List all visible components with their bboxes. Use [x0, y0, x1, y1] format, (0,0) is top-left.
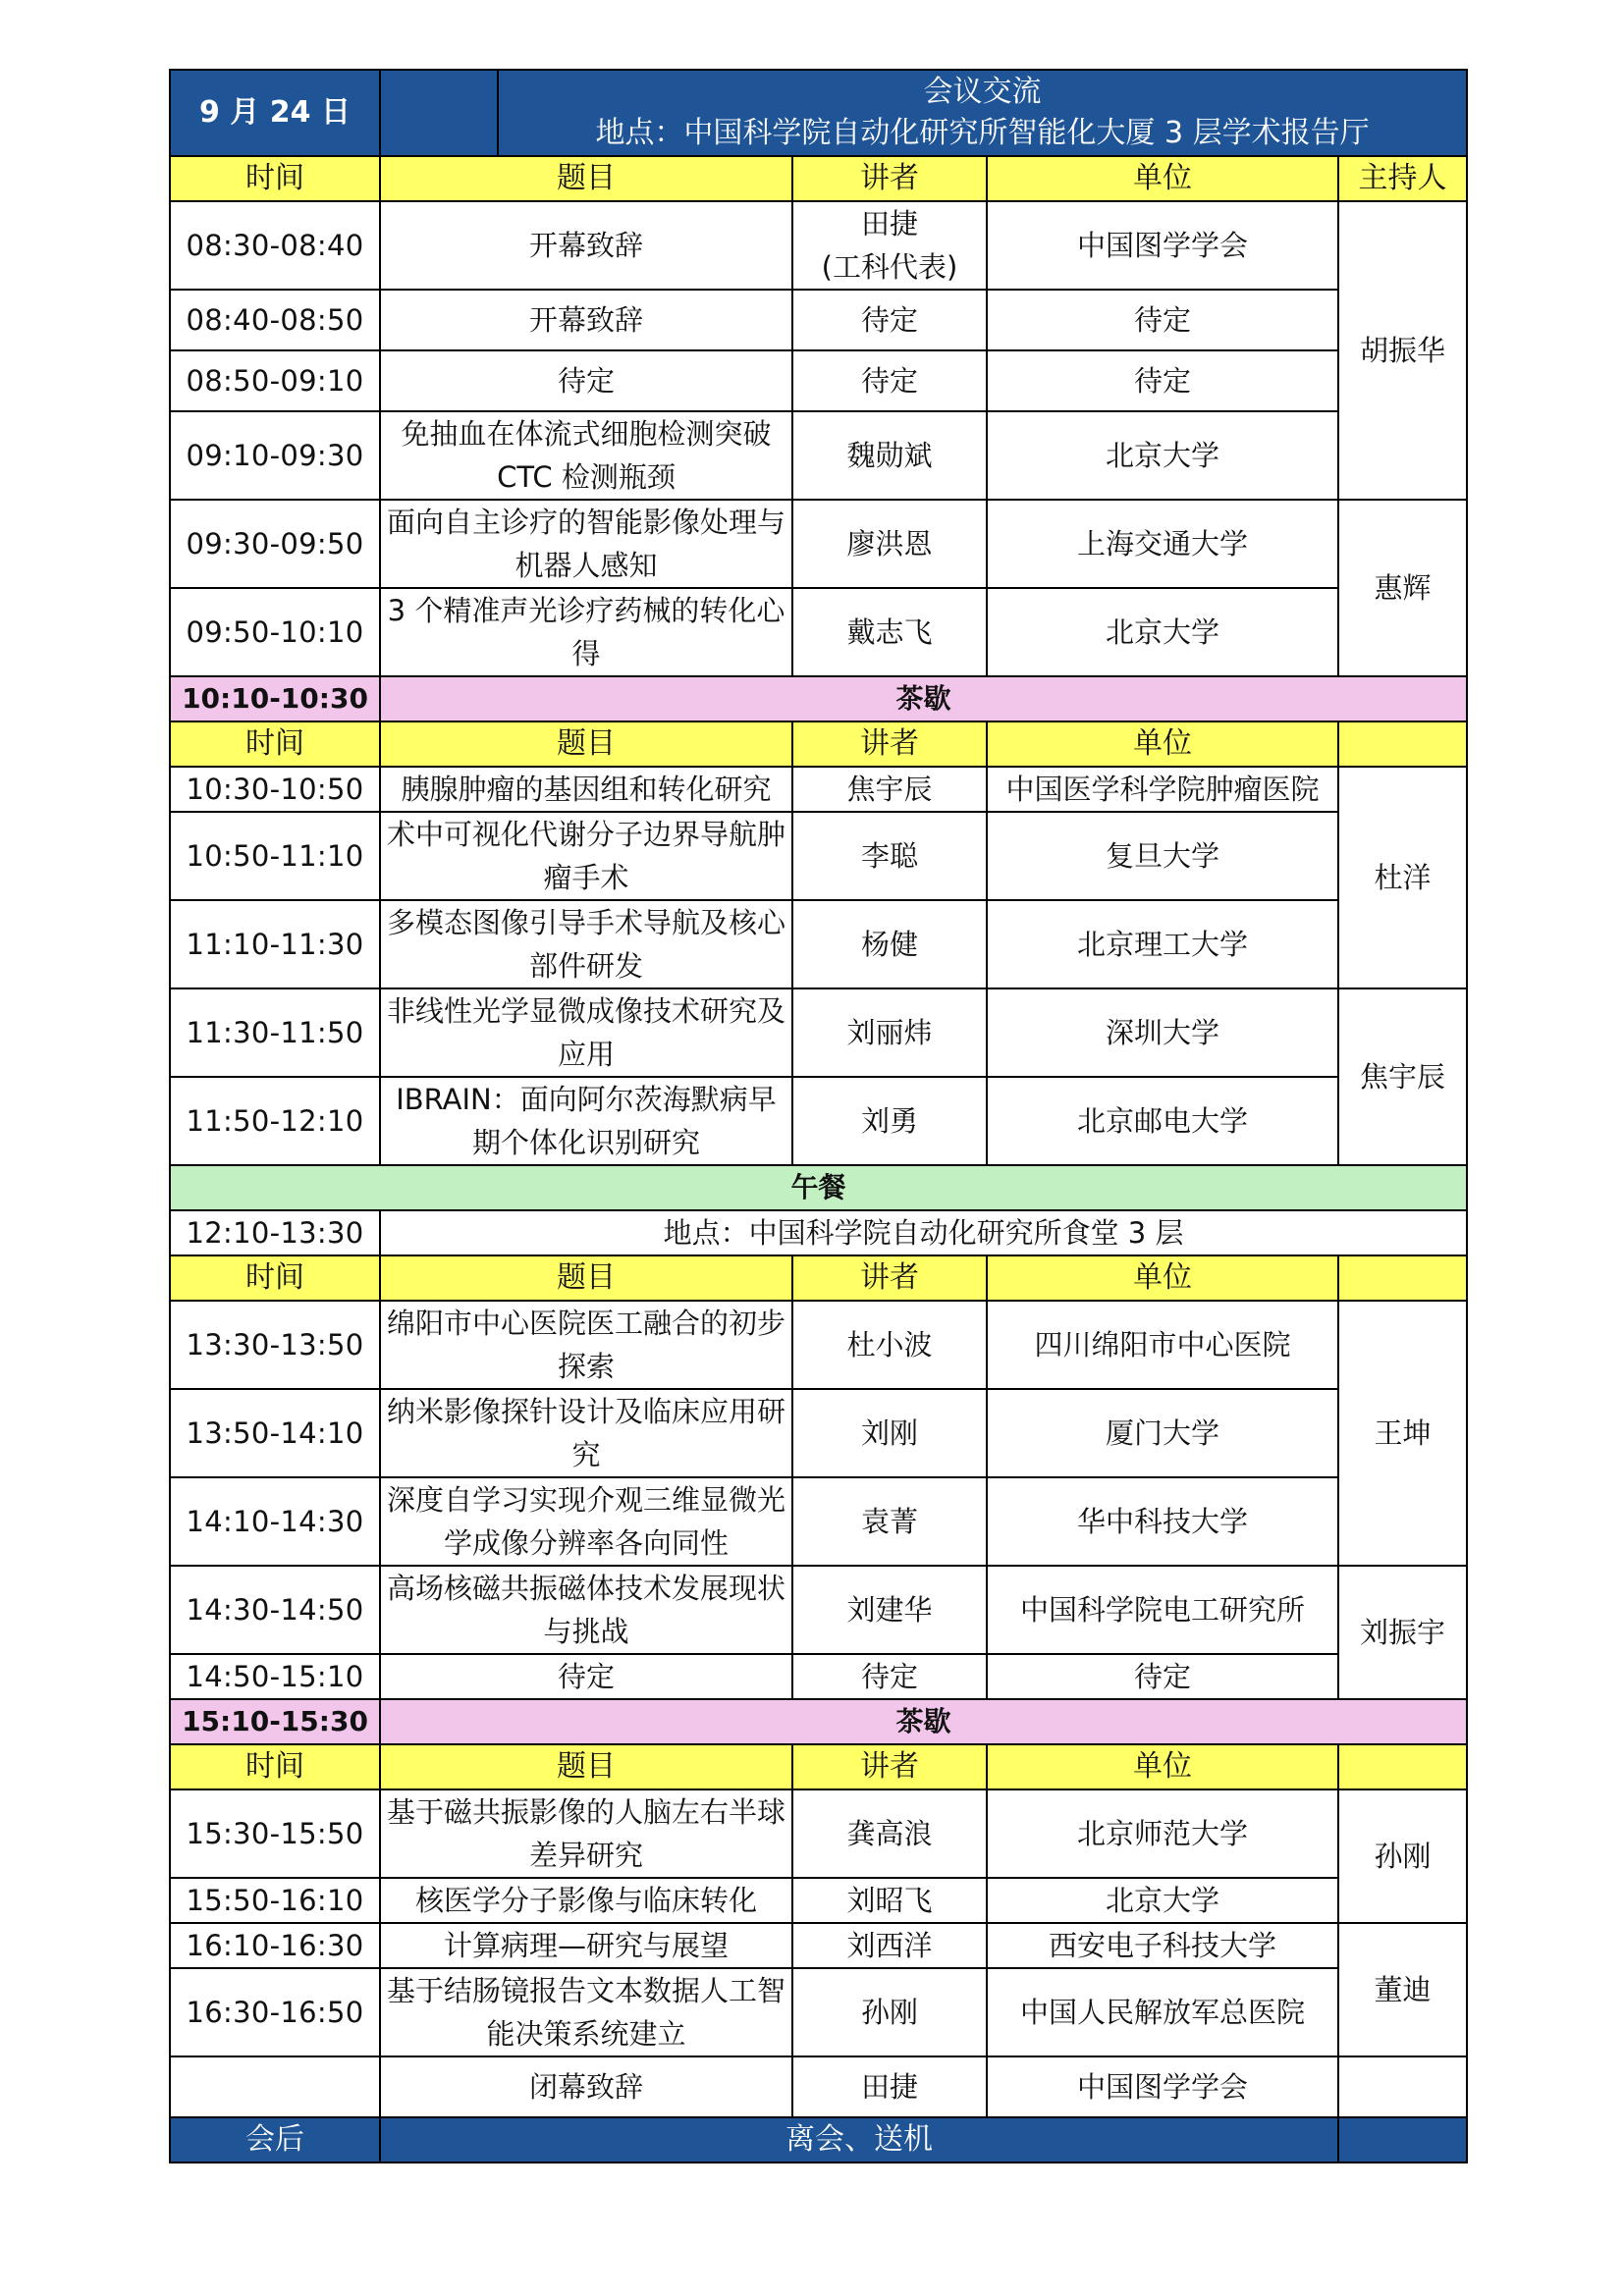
speaker-cell: 田捷	[792, 2056, 987, 2117]
time-cell: 11:10-11:30	[170, 900, 380, 988]
break-label: 茶歇	[380, 676, 1467, 721]
topic-cell: 术中可视化代谢分子边界导航肿瘤手术	[380, 812, 792, 900]
table-row	[170, 588, 1467, 676]
table-row	[170, 201, 1467, 290]
table-row	[170, 1789, 1467, 1878]
topic-cell: 胰腺肿瘤的基因组和转化研究	[380, 767, 792, 812]
unit-cell: 中国科学院电工研究所	[987, 1566, 1338, 1654]
host-cell: 胡振华	[1338, 201, 1467, 500]
table-row	[170, 988, 1467, 1077]
blank-title-cell	[380, 70, 498, 156]
topic-cell: 开幕致辞	[380, 201, 792, 290]
table-row	[170, 1878, 1467, 1923]
column-header-row	[170, 721, 1467, 767]
col-speaker: 讲者	[792, 156, 987, 201]
speaker-cell: 杨健	[792, 900, 987, 988]
speaker-cell: 待定	[792, 350, 987, 411]
footer-blank	[1338, 2117, 1467, 2163]
time-cell: 14:30-14:50	[170, 1566, 380, 1654]
host-cell-blank	[1338, 2056, 1467, 2117]
col-host-blank	[1338, 721, 1467, 767]
speaker-cell: 戴志飞	[792, 588, 987, 676]
speaker-cell: 李聪	[792, 812, 987, 900]
time-cell: 16:10-16:30	[170, 1923, 380, 1968]
topic-cell: 待定	[380, 1654, 792, 1699]
topic-cell: 基于磁共振影像的人脑左右半球差异研究	[380, 1789, 792, 1878]
lunch-row	[170, 1165, 1467, 1210]
col-host-blank	[1338, 1744, 1467, 1789]
time-cell: 09:10-09:30	[170, 411, 380, 500]
col-topic: 题目	[380, 1744, 792, 1789]
table-row	[170, 2056, 1467, 2117]
table-row	[170, 290, 1467, 350]
time-cell: 14:50-15:10	[170, 1654, 380, 1699]
break-time: 15:10-15:30	[170, 1699, 380, 1744]
table-row	[170, 1923, 1467, 1968]
col-speaker: 讲者	[792, 1744, 987, 1789]
time-cell: 09:50-10:10	[170, 588, 380, 676]
time-cell: 08:50-09:10	[170, 350, 380, 411]
time-cell	[170, 2056, 380, 2117]
host-cell: 孙刚	[1338, 1789, 1467, 1923]
col-speaker: 讲者	[792, 721, 987, 767]
col-topic: 题目	[380, 156, 792, 201]
speaker-cell	[792, 201, 987, 290]
speaker-name: 田捷	[860, 207, 918, 240]
time-cell: 08:30-08:40	[170, 201, 380, 290]
unit-cell: 北京大学	[987, 411, 1338, 500]
time-cell: 13:50-14:10	[170, 1389, 380, 1477]
table-row	[170, 411, 1467, 500]
column-header-row	[170, 1744, 1467, 1789]
tea-break-row	[170, 1699, 1467, 1744]
lunch-info-row	[170, 1210, 1467, 1255]
unit-cell: 四川绵阳市中心医院	[987, 1301, 1338, 1389]
speaker-cell: 龚高浪	[792, 1789, 987, 1878]
table-row	[170, 350, 1467, 411]
unit-cell: 华中科技大学	[987, 1477, 1338, 1566]
host-cell: 王坤	[1338, 1301, 1467, 1566]
speaker-note: (工科代表)	[821, 250, 958, 284]
column-header-row	[170, 156, 1467, 201]
venue-title: 地点：中国科学院自动化研究所智能化大厦 3 层学术报告厅	[595, 116, 1370, 150]
topic-cell: 面向自主诊疗的智能影像处理与机器人感知	[380, 500, 792, 588]
footer-left: 会后	[170, 2117, 380, 2163]
footer-row	[170, 2117, 1467, 2163]
col-speaker: 讲者	[792, 1255, 987, 1301]
time-cell: 09:30-09:50	[170, 500, 380, 588]
col-topic: 题目	[380, 721, 792, 767]
col-unit: 单位	[987, 1744, 1338, 1789]
host-cell: 董迪	[1338, 1923, 1467, 2056]
speaker-cell: 魏勋斌	[792, 411, 987, 500]
time-cell: 14:10-14:30	[170, 1477, 380, 1566]
table-row	[170, 500, 1467, 588]
topic-cell: 免抽血在体流式细胞检测突破 CTC 检测瓶颈	[380, 411, 792, 500]
schedule-table	[169, 69, 1468, 2163]
table-row	[170, 1301, 1467, 1389]
break-time: 10:10-10:30	[170, 676, 380, 721]
unit-cell: 中国图学学会	[987, 201, 1338, 290]
table-row	[170, 1477, 1467, 1566]
speaker-cell: 刘丽炜	[792, 988, 987, 1077]
col-unit: 单位	[987, 721, 1338, 767]
host-cell: 刘振宇	[1338, 1566, 1467, 1699]
topic-cell: 闭幕致辞	[380, 2056, 792, 2117]
table-row	[170, 1654, 1467, 1699]
topic-cell: 深度自学习实现介观三维显微光学成像分辨率各向同性	[380, 1477, 792, 1566]
unit-cell: 待定	[987, 1654, 1338, 1699]
topic-cell: IBRAIN：面向阿尔茨海默病早期个体化识别研究	[380, 1077, 792, 1165]
unit-cell: 中国人民解放军总医院	[987, 1968, 1338, 2056]
unit-cell: 北京大学	[987, 588, 1338, 676]
speaker-cell: 待定	[792, 1654, 987, 1699]
unit-cell: 北京理工大学	[987, 900, 1338, 988]
date-cell: 9 月 24 日	[170, 70, 380, 156]
speaker-cell: 刘刚	[792, 1389, 987, 1477]
col-time: 时间	[170, 1744, 380, 1789]
topic-cell: 基于结肠镜报告文本数据人工智能决策系统建立	[380, 1968, 792, 2056]
col-time: 时间	[170, 156, 380, 201]
time-cell: 11:30-11:50	[170, 988, 380, 1077]
speaker-cell: 廖洪恩	[792, 500, 987, 588]
host-cell: 焦宇辰	[1338, 988, 1467, 1165]
topic-cell: 开幕致辞	[380, 290, 792, 350]
time-cell: 13:30-13:50	[170, 1301, 380, 1389]
column-header-row	[170, 1255, 1467, 1301]
lunch-location: 地点：中国科学院自动化研究所食堂 3 层	[380, 1210, 1467, 1255]
table-row	[170, 900, 1467, 988]
unit-cell: 北京师范大学	[987, 1789, 1338, 1878]
time-cell: 10:50-11:10	[170, 812, 380, 900]
col-host: 主持人	[1338, 156, 1467, 201]
topic-cell: 非线性光学显微成像技术研究及应用	[380, 988, 792, 1077]
col-time: 时间	[170, 1255, 380, 1301]
lunch-label: 午餐	[170, 1165, 1467, 1210]
unit-cell: 待定	[987, 290, 1338, 350]
table-row	[170, 812, 1467, 900]
time-cell: 11:50-12:10	[170, 1077, 380, 1165]
lunch-time: 12:10-13:30	[170, 1210, 380, 1255]
host-cell: 惠辉	[1338, 500, 1467, 676]
time-cell: 16:30-16:50	[170, 1968, 380, 2056]
speaker-cell: 袁菁	[792, 1477, 987, 1566]
footer-center: 离会、送机	[380, 2117, 1338, 2163]
host-cell: 杜洋	[1338, 767, 1467, 988]
col-time: 时间	[170, 721, 380, 767]
unit-cell: 待定	[987, 350, 1338, 411]
unit-cell: 厦门大学	[987, 1389, 1338, 1477]
time-cell: 15:50-16:10	[170, 1878, 380, 1923]
time-cell: 15:30-15:50	[170, 1789, 380, 1878]
title-cell	[498, 70, 1467, 156]
unit-cell: 复旦大学	[987, 812, 1338, 900]
speaker-cell: 孙刚	[792, 1968, 987, 2056]
col-unit: 单位	[987, 156, 1338, 201]
time-cell: 10:30-10:50	[170, 767, 380, 812]
topic-cell: 3 个精准声光诊疗药械的转化心得	[380, 588, 792, 676]
title-row	[170, 70, 1467, 156]
col-host-blank	[1338, 1255, 1467, 1301]
unit-cell: 北京邮电大学	[987, 1077, 1338, 1165]
unit-cell: 西安电子科技大学	[987, 1923, 1338, 1968]
tea-break-row	[170, 676, 1467, 721]
speaker-cell: 杜小波	[792, 1301, 987, 1389]
speaker-cell: 待定	[792, 290, 987, 350]
topic-cell: 多模态图像引导手术导航及核心部件研发	[380, 900, 792, 988]
unit-cell: 中国医学科学院肿瘤医院	[987, 767, 1338, 812]
speaker-cell: 刘昭飞	[792, 1878, 987, 1923]
topic-cell: 纳米影像探针设计及临床应用研究	[380, 1389, 792, 1477]
topic-cell: 计算病理—研究与展望	[380, 1923, 792, 1968]
speaker-cell: 焦宇辰	[792, 767, 987, 812]
unit-cell: 中国图学学会	[987, 2056, 1338, 2117]
break-label: 茶歇	[380, 1699, 1467, 1744]
table-row	[170, 767, 1467, 812]
topic-cell: 高场核磁共振磁体技术发展现状与挑战	[380, 1566, 792, 1654]
table-row	[170, 1389, 1467, 1477]
table-row	[170, 1566, 1467, 1654]
session-title: 会议交流	[923, 75, 1042, 109]
speaker-cell: 刘西洋	[792, 1923, 987, 1968]
unit-cell: 深圳大学	[987, 988, 1338, 1077]
speaker-cell: 刘勇	[792, 1077, 987, 1165]
col-topic: 题目	[380, 1255, 792, 1301]
unit-cell: 北京大学	[987, 1878, 1338, 1923]
topic-cell: 核医学分子影像与临床转化	[380, 1878, 792, 1923]
topic-cell: 绵阳市中心医院医工融合的初步探索	[380, 1301, 792, 1389]
table-row	[170, 1077, 1467, 1165]
speaker-cell: 刘建华	[792, 1566, 987, 1654]
table-row	[170, 1968, 1467, 2056]
time-cell: 08:40-08:50	[170, 290, 380, 350]
col-unit: 单位	[987, 1255, 1338, 1301]
topic-cell: 待定	[380, 350, 792, 411]
unit-cell: 上海交通大学	[987, 500, 1338, 588]
